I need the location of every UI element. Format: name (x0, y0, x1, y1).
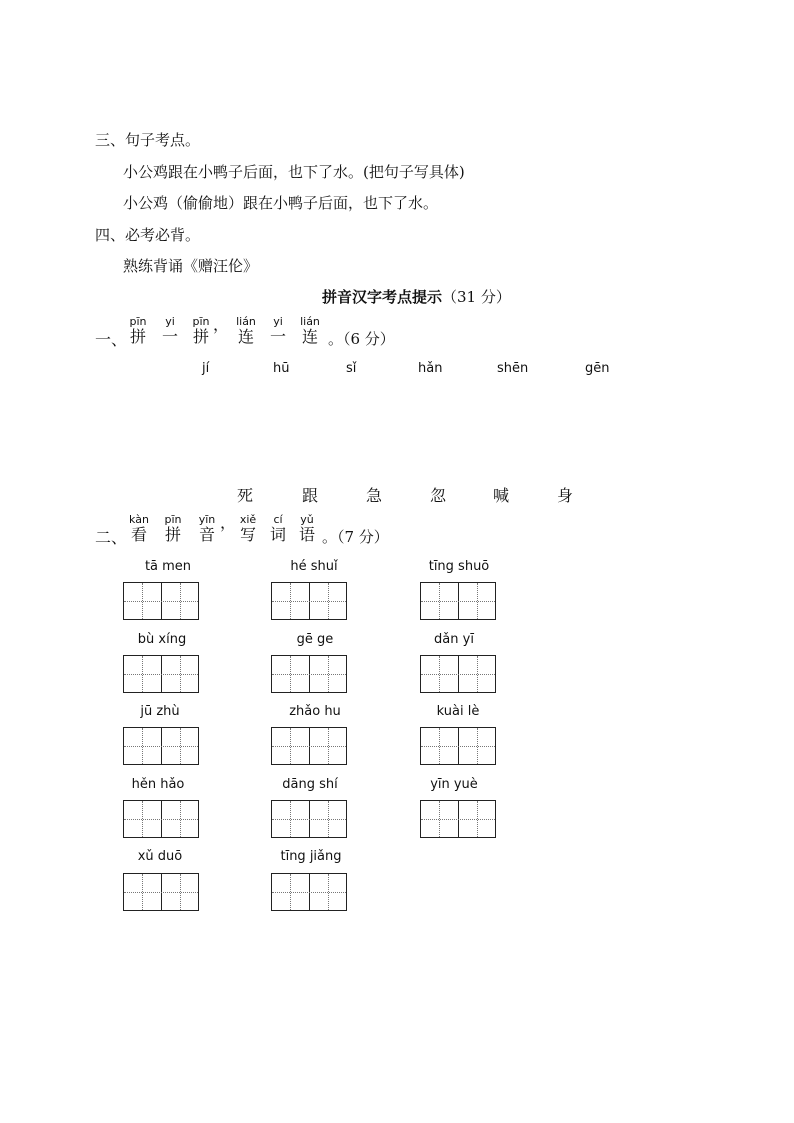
q1-pinyin-4: shēn (497, 361, 529, 376)
q2-ruby-6: yǔ 语 (298, 513, 315, 544)
q1-ruby-5: yi 一 (269, 315, 286, 346)
q1-prefix: 一、 (95, 330, 128, 349)
q1-char-0: 死 (237, 486, 254, 505)
q2-word-pinyin: hěn hǎo (131, 777, 185, 792)
q1-char-1: 跟 (302, 486, 319, 505)
q1-ruby-2: pīn 拼 (192, 315, 210, 346)
writing-box[interactable] (420, 582, 496, 620)
writing-box[interactable] (420, 655, 496, 693)
writing-box[interactable] (271, 873, 347, 911)
q2-word-pinyin: tā men (144, 559, 192, 574)
q2-ruby-2: yīn 音 (198, 513, 216, 544)
main-title (322, 286, 511, 307)
main-title-points: （31 分） (442, 288, 511, 306)
q1-char-3: 忽 (430, 486, 447, 505)
writing-box[interactable] (271, 800, 347, 838)
q2-word-pinyin: jū zhù (140, 704, 180, 719)
section4-heading: 四、必考必背。 (95, 226, 201, 244)
q2-ruby-3: ， (220, 513, 237, 532)
writing-box[interactable] (123, 582, 199, 620)
writing-box[interactable] (420, 727, 496, 765)
q2-ruby-1: pīn 拼 (164, 513, 182, 544)
q2-word-pinyin: dāng shí (282, 777, 338, 792)
writing-box[interactable] (271, 655, 347, 693)
writing-box[interactable] (123, 655, 199, 693)
q1-pinyin-1: hū (273, 361, 290, 376)
q1-char-2: 急 (366, 486, 383, 505)
q1-char-4: 喊 (493, 486, 510, 505)
q1-ruby-3: ， (212, 315, 229, 334)
writing-box[interactable] (123, 873, 199, 911)
writing-box[interactable] (271, 582, 347, 620)
section4-line1: 熟练背诵《赠汪伦》 (123, 257, 259, 275)
q2-ruby-4: xiě 写 (239, 513, 257, 544)
q2-word-pinyin: tīng jiǎng (280, 849, 342, 864)
section3-line1: 小公鸡跟在小鸭子后面，也下了水。(把句子写具体) (123, 163, 465, 181)
q1-ruby-1: yi 一 (161, 315, 178, 346)
q2-suffix: 。（7 分） (322, 528, 389, 546)
q2-word-pinyin: zhǎo hu (289, 704, 341, 719)
q2-ruby-5: cí 词 (269, 513, 286, 544)
q2-word-pinyin: yīn yuè (430, 777, 478, 792)
q1-ruby-0: pīn 拼 (129, 315, 147, 346)
q2-word-pinyin: dǎn yī (434, 632, 474, 647)
q1-pinyin-2: sǐ (346, 361, 357, 376)
writing-box[interactable] (420, 800, 496, 838)
q1-pinyin-5: gēn (585, 361, 610, 376)
q1-pinyin-0: jí (202, 361, 210, 376)
writing-box[interactable] (123, 727, 199, 765)
writing-box[interactable] (123, 800, 199, 838)
q1-suffix: 。（6 分） (328, 330, 395, 348)
q1-ruby-4: lián 连 (236, 315, 256, 346)
writing-box[interactable] (271, 727, 347, 765)
q2-word-pinyin: bù xíng (137, 632, 187, 647)
q2-word-pinyin: gē ge (296, 632, 334, 647)
q2-word-pinyin: kuài lè (436, 704, 480, 719)
q1-ruby-6: lián 连 (300, 315, 320, 346)
q1-char-5: 身 (557, 486, 574, 505)
q2-ruby-0: kàn 看 (129, 513, 149, 544)
q2-word-pinyin: xǔ duō (137, 849, 183, 864)
section3-line2: 小公鸡（偷偷地）跟在小鸭子后面，也下了水。 (123, 194, 439, 212)
q2-prefix: 二、 (95, 528, 128, 547)
q2-word-pinyin: hé shuǐ (290, 559, 338, 574)
section3-heading: 三、句子考点。 (95, 131, 201, 149)
q1-pinyin-3: hǎn (418, 361, 443, 376)
main-title-text: 拼音汉字考点提示 (322, 288, 443, 306)
q2-word-pinyin: tīng shuō (428, 559, 490, 574)
